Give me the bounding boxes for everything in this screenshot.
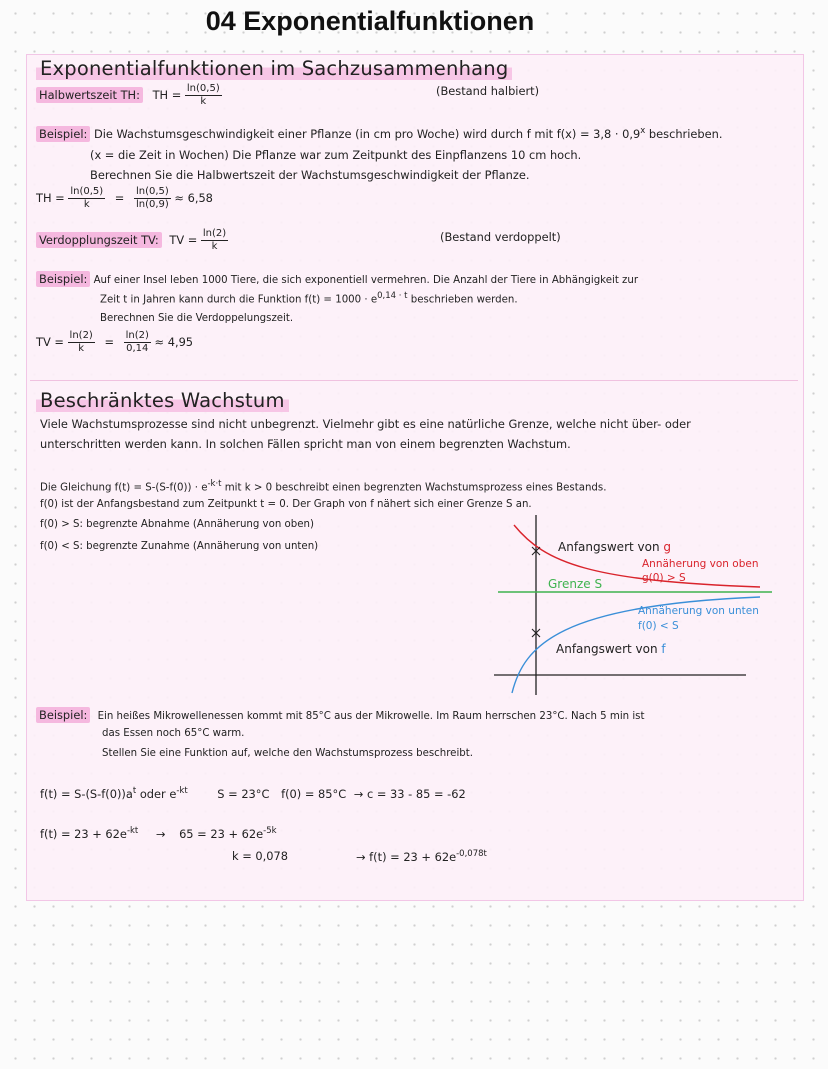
case-decrease: f(0) > S: begrenzte Abnahme (Annäherung von oben) — [40, 519, 314, 530]
working-line1: $f(t) = S-(S-f(0))a^t$ oder $e^{-kt}$ S = 23°C f(0) = 85°C → c = 33 - 85 = -62 — [40, 786, 466, 801]
label-start-g: Anfangswert von g — [558, 540, 672, 554]
label-approach-below: Annäherung von unten — [638, 605, 759, 617]
label-approach-below-cond: f(0) < S — [638, 620, 679, 632]
label-start-f: Anfangswert von f — [556, 642, 666, 656]
section-heading-beschraenkt: Beschränktes Wachstum — [36, 389, 289, 412]
page-title: 04 Exponentialfunktionen — [205, 6, 535, 36]
halbwertszeit-note: (Bestand halbiert) — [436, 84, 540, 98]
working-line2: $f(t) = 23 + 62e^{-kt} \to 65 = 23 + 62e^{-5k}$ — [40, 826, 277, 841]
beispiel3-line2: das Essen noch 65°C warm. — [102, 728, 245, 739]
label-approach-above-cond: g(0) > S — [642, 572, 686, 584]
beispiel2-line1: Beispiel: Auf einer Insel leben 1000 Tiere, die sich exponentiell vermehren. Die Anzahl der Tiere in Abhängigkeit zur — [36, 272, 638, 286]
verdopplungszeit-note: (Bestand verdoppelt) — [440, 230, 561, 244]
case-increase: f(0) < S: begrenzte Zunahme (Annäherung von unten) — [40, 541, 319, 552]
verdopplungszeit-definition: Verdopplungszeit TV: TV = $\frac{\ln(2)}{k}$ — [36, 228, 228, 253]
section-divider — [30, 380, 798, 381]
equation-explanation: f(0) ist der Anfangsbestand zum Zeitpunkt t = 0. Der Graph von f nähert sich einer Grenze S an. — [40, 499, 532, 510]
beispiel2-line2: Zeit t in Jahren kann durch die Funktion $f(t) = 1000 \cdot e^{0,14 \cdot t}$ beschrieben werden. — [100, 291, 518, 306]
beispiel1-calculation: TH = $\frac{\ln(0,5)}{k}$ = $\frac{\ln(0,5)}{\ln(0,9)}$ ≈ 6,58 — [36, 186, 213, 210]
equation-line: Die Gleichung $f(t) = S-(S-f(0)) \cdot e^{-k\cdot t}$ mit k > 0 beschreibt einen begrenzten Wachstumsprozess eines Bestands. — [40, 479, 607, 494]
halbwertszeit-definition: Halbwertszeit TH: TH = $\frac{\ln(0,5)}{k}$ — [36, 83, 222, 108]
beispiel1-line3: Berechnen Sie die Halbwertszeit der Wachstumsgeschwindigkeit der Pflanze. — [90, 168, 530, 182]
beispiel1-line2: (x = die Zeit in Wochen) Die Pflanze war zum Zeitpunkt des Einpflanzens 10 cm hoch. — [90, 148, 582, 162]
beispiel1-line1: Beispiel: Die Wachstumsgeschwindigkeit einer Pflanze (in cm pro Woche) wird durch f mit $f(x) = 3,8 \cdot 0,9^x$ beschrieben. — [36, 126, 723, 141]
working-line3-result: → $f(t) = 23 + 62e^{-0,078t}$ — [356, 849, 487, 864]
section-heading-exponential: Exponentialfunktionen im Sachzusammenhang — [36, 57, 512, 80]
working-line3-k: k = 0,078 — [232, 849, 288, 863]
bounded-growth-graph — [490, 515, 790, 700]
intro-line2: unterschritten werden kann. In solchen Fällen spricht man von einem begrenzten Wachstum. — [40, 437, 571, 451]
beispiel3-line1: Beispiel: Ein heißes Mikrowellenessen kommt mit 85°C aus der Mikrowelle. Im Raum herrschen 23°C. Nach 5 min ist — [36, 708, 645, 722]
label-limit: Grenze S — [548, 577, 603, 591]
label-approach-above: Annäherung von oben — [642, 558, 759, 570]
intro-line1: Viele Wachstumsprozesse sind nicht unbegrenzt. Vielmehr gibt es eine natürliche Grenze, welche nicht über- oder — [40, 417, 691, 431]
beispiel2-line3: Berechnen Sie die Verdoppelungszeit. — [100, 313, 294, 324]
beispiel3-line3: Stellen Sie eine Funktion auf, welche den Wachstumsprozess beschreibt. — [102, 748, 473, 759]
beispiel2-calculation: TV = $\frac{\ln(2)}{k}$ = $\frac{\ln(2)}{0,14}$ ≈ 4,95 — [36, 330, 194, 354]
